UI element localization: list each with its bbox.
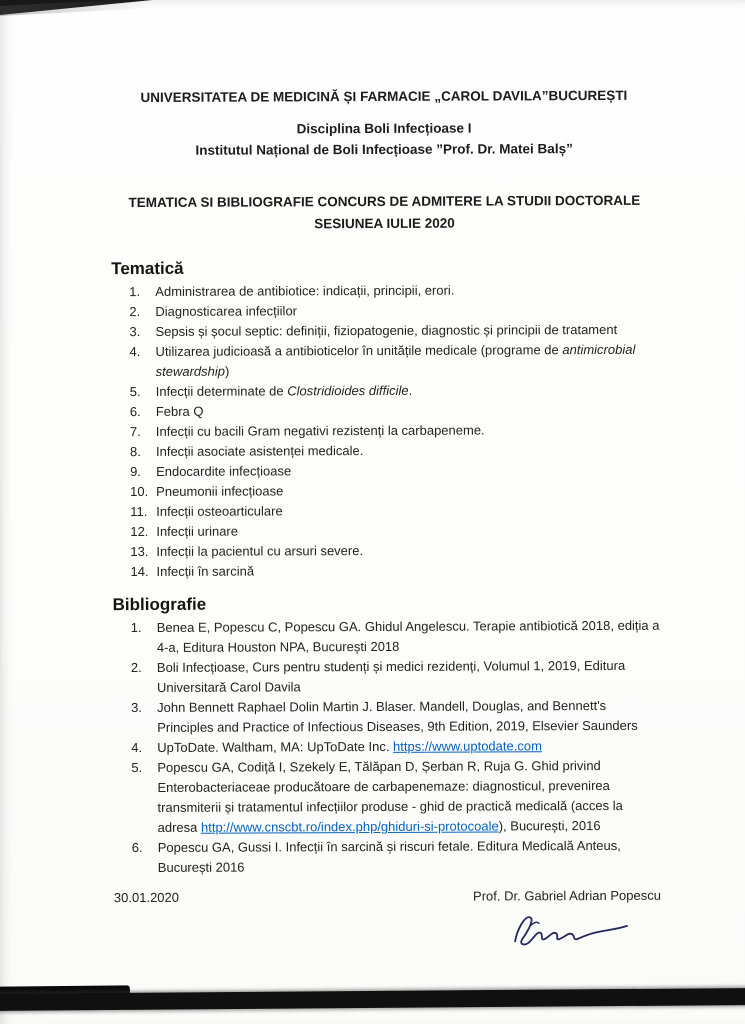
text-segment: Infecții asociate asistenței medicale. bbox=[155, 443, 364, 459]
text-segment: Clostridioides difficile bbox=[287, 382, 409, 399]
footer-date: 30.01.2020 bbox=[113, 889, 180, 906]
list-item bbox=[130, 440, 659, 462]
list-item bbox=[131, 616, 660, 658]
text-segment: John Bennett Raphael Dolin Martin J. Blaser. Mandell, Douglas, and Bennett's Principles and Practice of Infectious Diseases, 9th Edition, 2019, Elsevier Saunders bbox=[157, 697, 638, 735]
list-item bbox=[130, 540, 659, 562]
hyperlink[interactable]: http://www.cnscbt.ro/index.php/ghiduri-si-protocoale bbox=[200, 818, 499, 835]
text-segment: Boli Infecțioase, Curs pentru studenți și medici rezidenți, Volumul 1, 2019, Editura Universitară Carol Davila bbox=[156, 657, 626, 695]
list-item bbox=[132, 836, 661, 878]
footer-author: Prof. Dr. Gabriel Adrian Popescu bbox=[473, 887, 661, 904]
text-segment: Pneumonii infecțioase bbox=[156, 483, 284, 499]
text-segment: Sepsis și șocul septic: definiții, fiziopatogenie, diagnostic și principii de tratament bbox=[155, 321, 618, 339]
hyperlink[interactable]: https://www.uptodate.com bbox=[393, 738, 542, 754]
text-segment: Utilizarea judicioasă a antibioticelor în unitățile medicale (programe de bbox=[155, 342, 563, 359]
text-segment: Febra Q bbox=[155, 403, 204, 419]
list-item bbox=[129, 300, 658, 322]
list-item bbox=[131, 656, 660, 698]
institute-name: Institutul Național de Boli Infecțioase ”Prof. Dr. Matei Balș” bbox=[195, 141, 573, 158]
title-line-2: SESIUNEA IULIE 2020 bbox=[314, 215, 455, 232]
text-segment: Popescu GA, Codiță I, Szekely E, Tălăpan D, Șerban R, Ruja G. Ghid privind Enterobacteriaceae producătoare de carbapenemaze: diagnosticul, prevenirea transmiterii și tratamentul infecțiilor produse - ghid de practică medicală (acces la adresa bbox=[157, 758, 623, 835]
text-segment: Infecții la pacientul cu arsuri severe. bbox=[156, 543, 364, 559]
list-item bbox=[130, 480, 659, 502]
list-item bbox=[130, 380, 659, 402]
text-segment: Infecții urinare bbox=[156, 523, 239, 539]
list-item bbox=[129, 320, 658, 342]
signature-scribble bbox=[501, 905, 631, 954]
list-item bbox=[130, 400, 659, 422]
bibliografie-list bbox=[131, 616, 661, 878]
list-item bbox=[130, 520, 659, 542]
text-segment: Infecții cu bacili Gram negativi rezistenți la carbapeneme. bbox=[155, 422, 485, 439]
document-header bbox=[110, 85, 657, 161]
text-segment: Infecții osteoarticulare bbox=[156, 503, 283, 519]
list-item bbox=[131, 736, 660, 758]
text-segment: Infecții determinate de bbox=[155, 383, 288, 399]
list-item bbox=[131, 696, 660, 738]
text-segment: antimicrobial stewardship bbox=[155, 341, 636, 379]
document-footer bbox=[114, 888, 661, 905]
text-segment: ), București, 2016 bbox=[498, 818, 601, 834]
list-item bbox=[130, 560, 659, 582]
text-segment: Popescu GA, Gussi I. Infecții în sarcină și riscuri fetale. Editura Medicală Anteus, București 2016 bbox=[157, 837, 621, 875]
list-item bbox=[130, 420, 659, 442]
list-item bbox=[129, 280, 658, 302]
tematica-list bbox=[129, 280, 659, 582]
text-segment: Benea E, Popescu C, Popescu GA. Ghidul Angelescu. Terapie antibiotică 2018, ediția a 4-a, Editura Houston NPA, București 2018 bbox=[156, 617, 660, 655]
text-segment: UpToDate. Waltham, MA: UpToDate Inc. bbox=[157, 738, 394, 755]
text-segment: . bbox=[408, 382, 413, 398]
text-segment: Administrarea de antibiotice: indicații, principii, erori. bbox=[155, 282, 455, 299]
text-segment: Diagnosticarea infecțiilor bbox=[155, 303, 298, 319]
text-segment: Endocardite infecțioase bbox=[156, 463, 292, 479]
university-name: UNIVERSITATEA DE MEDICINĂ ȘI FARMACIE „CAROL DAVILA”BUCUREȘTI bbox=[140, 87, 628, 106]
section-heading-tematica: Tematică bbox=[111, 258, 184, 279]
text-segment: Infecții în sarcină bbox=[156, 563, 255, 579]
document-title bbox=[111, 190, 658, 236]
list-item bbox=[131, 756, 660, 838]
signature-area bbox=[114, 905, 661, 955]
section-bibliografie bbox=[113, 592, 661, 878]
text-segment: ) bbox=[224, 363, 230, 379]
list-item bbox=[130, 460, 659, 482]
title-line-1: TEMATICA SI BIBLIOGRAFIE CONCURS DE ADMITERE LA STUDII DOCTORALE bbox=[128, 192, 641, 211]
section-heading-bibliografie: Bibliografie bbox=[112, 594, 207, 615]
department-name: Disciplina Boli Infecțioase I bbox=[296, 120, 472, 137]
section-tematica bbox=[111, 256, 659, 582]
list-item bbox=[130, 500, 659, 522]
list-item bbox=[129, 340, 658, 382]
